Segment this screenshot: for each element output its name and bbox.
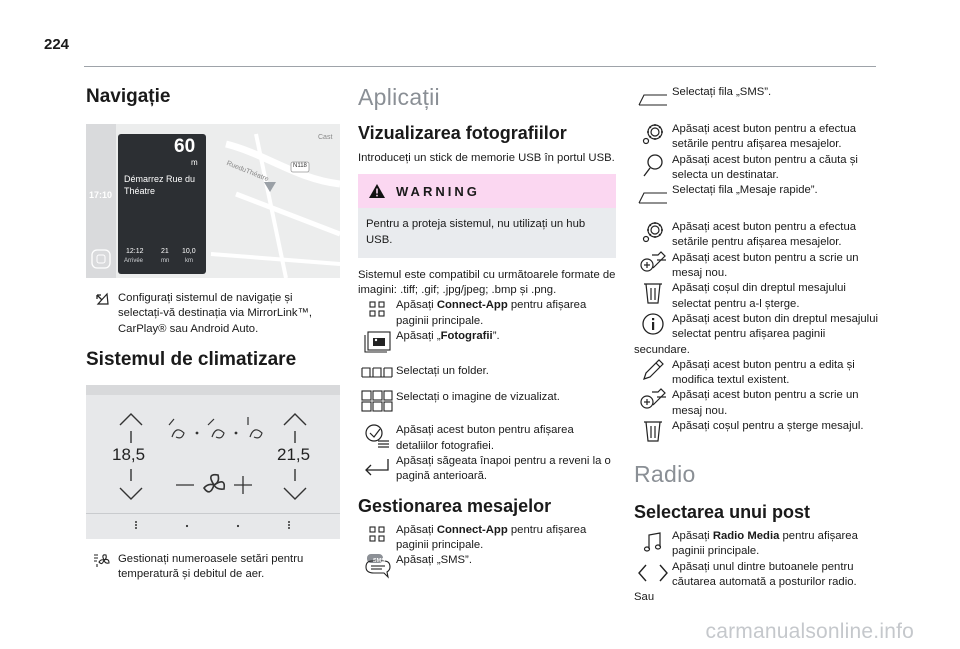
nav-minutes: 21 (161, 248, 169, 255)
trash-icon (634, 281, 672, 305)
radio-step-media-text: Apăsați Radio Media pentru afișarea paginii principale. (672, 530, 858, 558)
column-right (634, 84, 878, 606)
nav-screen-image (86, 124, 340, 278)
warning-title: WARNING (396, 183, 480, 199)
c3-row-info (634, 312, 878, 343)
warning-triangle-icon (368, 183, 386, 199)
column-middle (358, 84, 616, 579)
climate-heading: Sistemul de climatizare (86, 348, 297, 370)
nav-distance-unit: m (191, 158, 198, 167)
image-grid-icon (358, 390, 396, 412)
folder-tabs-icon (358, 364, 396, 378)
nav-km-label: km (185, 258, 193, 264)
c3-row-new-msg (634, 251, 878, 282)
c3-row-edit-text: Apăsați acest buton pentru a edita și modifica textul existent. (672, 358, 855, 387)
gear-settings-icon (634, 220, 672, 244)
radio-step-seek (634, 560, 878, 591)
sms-chat-icon (358, 553, 396, 579)
radio-step-media (634, 529, 878, 560)
c3-row-sms-tab-text: Selectați fila „SMS”. (672, 86, 772, 98)
navigation-arrow-icon (86, 291, 118, 307)
c3-row-settings-2 (634, 220, 878, 251)
c3-row-new-msg-text: Apăsați acest buton pentru a scrie un mesaj nou. (672, 251, 859, 280)
nav-arrival-time: 12:12 (126, 248, 144, 255)
formats-text: Sistemul este compatibil cu următoarele formate de imagini: .tiff; .gif; .jpg/jpeg; .bmp și .png. (358, 268, 616, 297)
c3-row-edit (634, 358, 878, 389)
photo-step-connect-text: Apăsați Connect-App pentru afișarea paginii principale. (396, 299, 587, 327)
photo-step-back-text: Apăsați săgeata înapoi pentru a reveni la o pagină anterioară. (396, 454, 611, 483)
gear-settings-icon (634, 122, 672, 146)
c3-row-search-text: Apăsați acest buton pentru a căuta și selecta un destinatar. (672, 153, 858, 181)
nav-arrival-label: Arrivée (124, 258, 144, 264)
c3-row-trash-2 (634, 419, 878, 443)
photo-step-image-text: Selectați o imagine de vizualizat. (396, 391, 560, 404)
nav-desc-text: Configurați sistemul de navigație și selectați-vă destinația via MirrorLink™, CarPlay® sau Android Auto. (118, 292, 312, 335)
c3-row-quick-tab-text: Selectați fila „Mesaje rapide”. (672, 184, 818, 197)
info-icon (634, 312, 672, 336)
climate-desc-row (86, 552, 340, 583)
msg-step-connect-text: Apăsați Connect-App pentru afișarea paginii principale. (396, 523, 587, 551)
tab-icon (634, 183, 672, 205)
map-badge-label: N118 (293, 163, 307, 169)
photo-step-details-text: Apăsați acest buton pentru afișarea detaliilor fotografiei. (396, 424, 574, 452)
header-rule (84, 66, 876, 67)
pencil-edit-icon (634, 358, 672, 382)
apps-heading: Aplicații (358, 84, 440, 110)
station-heading: Selectarea unui post (634, 502, 811, 523)
map-graphic (86, 124, 340, 278)
trash-icon (634, 419, 672, 443)
photo-step-folder (358, 364, 616, 379)
climate-desc-text: Gestionați numeroasele setări pentru temperatură și debitul de aer. (118, 552, 304, 581)
climate-fan-icon (86, 552, 118, 568)
nav-distance: 60 (174, 136, 196, 157)
c3-row-sms-tab (634, 85, 878, 107)
climate-screen-image (86, 385, 340, 539)
c3-row-trash-2-text: Apăsați coșul pentru a șterge mesajul. (672, 420, 864, 433)
watermark: carmanualsonline.info (705, 620, 914, 643)
photo-gallery-icon (358, 329, 396, 353)
c3-row-settings-2-text: Apăsați acest buton pentru a efectua setările pentru afișarea mesajelor. (672, 221, 857, 249)
c3-row-trash-text: Apăsați coșul din dreptul mesajului selectat pentru a-l șterge. (672, 282, 846, 310)
new-message-icon (634, 388, 672, 412)
apps-grid-icon (358, 298, 396, 317)
nav-street: Démarrez Rue du Théatre (124, 174, 196, 196)
msg-step-connect (358, 523, 616, 554)
c3-row-info-text: Apăsați acest buton din dreptul mesajului selectat pentru afișarea paginii (672, 312, 878, 341)
back-arrow-icon (358, 454, 396, 477)
c3-row-settings (634, 122, 878, 153)
radio-step-seek-text: Apăsați unul dintre butoanele pentru căutarea automată a posturilor radio. (672, 560, 857, 588)
photos-intro: Introduceți un stick de memorie USB în portul USB. (358, 152, 615, 164)
tab-icon (634, 85, 672, 107)
photo-step-back (358, 454, 616, 485)
c3-row-search (634, 153, 878, 184)
music-note-icon (634, 529, 672, 554)
c3-row-new-msg-2-text: Apăsați acest buton pentru a scrie un mesaj nou. (672, 389, 859, 417)
nav-desc-row (86, 291, 340, 337)
nav-clock: 17:10 (89, 190, 113, 200)
map-place-label: Cast (318, 134, 333, 141)
photo-step-connect (358, 298, 616, 329)
photo-step-photos (358, 329, 616, 353)
column-left (86, 84, 340, 582)
photo-step-photos-text: Apăsați „Fotografii”. (396, 330, 500, 343)
msg-step-sms (358, 553, 616, 579)
photo-details-icon (358, 423, 396, 449)
msg-step-sms-text: Apăsați „SMS”. (396, 554, 472, 567)
c3-row-settings-text: Apăsați acest buton pentru a efectua setările pentru afișarea mesajelor. (672, 123, 857, 151)
photo-step-folder-text: Selectați un folder. (396, 365, 489, 378)
c3-row-info-text-end: secundare. (634, 343, 690, 356)
radio-heading: Radio (634, 461, 696, 488)
photos-heading: Vizualizarea fotografiilor (358, 123, 567, 143)
nav-heading: Navigație (86, 86, 171, 107)
sms-badge-label: SMS (373, 558, 385, 565)
c3-row-new-msg-2 (634, 388, 878, 419)
c3-row-quick-tab (634, 183, 878, 205)
c3-row-trash (634, 281, 878, 312)
messages-heading: Gestionarea mesajelor (358, 495, 552, 516)
page-number: 224 (44, 36, 70, 53)
warning-box (358, 174, 616, 258)
nav-km: 10,0 (182, 248, 196, 255)
chevron-left-right-icon (634, 560, 672, 583)
apps-grid-icon (358, 523, 396, 542)
nav-minutes-label: mn (161, 258, 170, 264)
photo-step-details (358, 423, 616, 454)
search-icon (634, 153, 672, 179)
map-road-label: RueduThéatre (225, 160, 270, 184)
warning-text: Pentru a proteja sistemul, nu utilizați un hub USB. (366, 218, 586, 246)
photo-step-image (358, 390, 616, 412)
radio-or-text: Sau (634, 591, 655, 604)
temp-right: 21,5 (277, 444, 311, 464)
new-message-icon (634, 251, 672, 275)
temp-left: 18,5 (112, 444, 146, 464)
warning-header (358, 174, 616, 208)
